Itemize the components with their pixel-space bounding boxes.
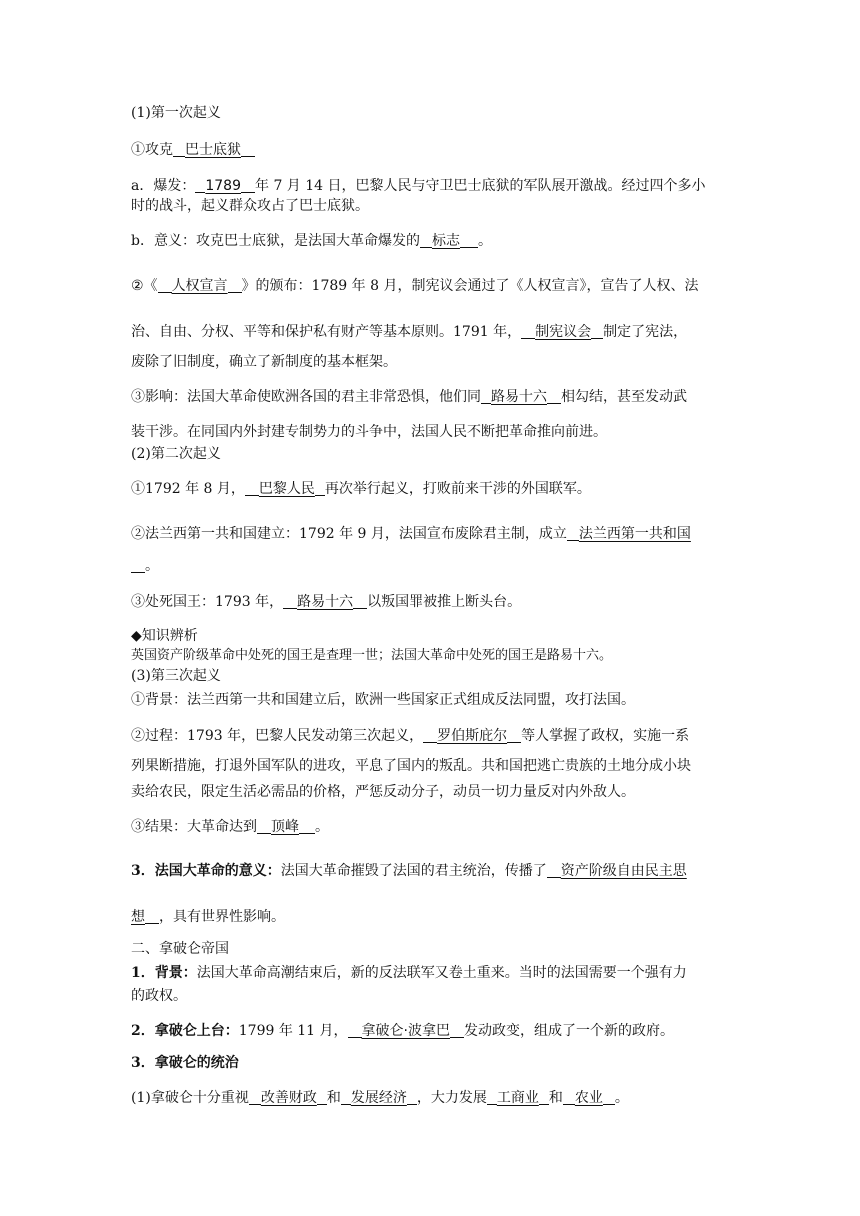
line-b — [131, 231, 492, 251]
blank-gap — [173, 141, 185, 157]
blank-gap — [195, 177, 205, 193]
answer-1789: 1789 — [205, 178, 241, 194]
line-declaration — [131, 276, 698, 296]
blank-gap — [603, 1089, 615, 1105]
answer-louis-xvi-executed: 路易十六 — [297, 594, 354, 610]
text: 制定了宪法， — [603, 324, 688, 340]
blank-gap — [423, 727, 437, 743]
heading-first-uprising — [131, 103, 221, 123]
heading-text: (2)第二次起义 — [131, 446, 221, 462]
text: ③结果：大革命达到 — [131, 819, 257, 835]
blank-gap — [317, 1089, 327, 1105]
text: 和 — [548, 1090, 563, 1106]
blank-gap — [487, 1089, 497, 1105]
text: 发动政变，组成了一个新的政府。 — [464, 1023, 674, 1039]
answer-paris-people: 巴黎人民 — [258, 481, 315, 497]
line-a-cont — [131, 196, 369, 216]
answer-constituent-assembly: 制宪议会 — [535, 324, 592, 340]
text: 等人掌握了政权，实施一系 — [521, 728, 690, 744]
blank-gap — [245, 480, 259, 496]
text: 英国资产阶级革命中处死的国王是查理一世；法国大革命中处死的国王是路易十六。 — [131, 648, 613, 663]
heading-third-uprising — [131, 666, 221, 686]
line-n1-cont — [131, 986, 187, 1006]
answer-industry-commerce: 工商业 — [496, 1090, 539, 1106]
blank-gap — [481, 388, 491, 404]
text: 的政权。 — [131, 988, 187, 1004]
text: 法国大革命高潮结束后，新的反法联军又卷土重来。当时的法国需要一个强有力 — [196, 965, 687, 981]
rise-label: 2．拿破仑上台： — [131, 1023, 239, 1039]
text: 。 — [315, 819, 329, 835]
blank-gap — [567, 525, 579, 541]
line-significance — [131, 861, 687, 881]
text: 装干涉。在同国内外封建专制势力的斗争中，法国人民不断把革命推向前进。 — [131, 424, 607, 440]
line-s2 — [131, 524, 691, 544]
text: 治、自由、分权、平等和保护私有财产等基本原则。1791 年， — [131, 324, 522, 340]
blank-gap — [591, 323, 603, 339]
blank-gap — [315, 480, 325, 496]
line-t2-cont — [131, 756, 691, 776]
blank-gap — [420, 232, 432, 248]
line-impact — [131, 387, 687, 407]
background-label: 1．背景： — [131, 965, 197, 981]
line-impact-cont — [131, 422, 607, 442]
text: ①1792 年 8 月， — [131, 481, 245, 497]
answer-bastille: 巴士底狱 — [185, 142, 241, 158]
text: ①背景：法兰西第一共和国建立后，欧洲一些国家正式组成反法同盟，攻打法国。 — [131, 692, 635, 708]
text: 再次举行起义，打败前来干涉的外国联军。 — [324, 481, 591, 497]
text: 时的战斗，起义群众攻占了巴士底狱。 — [131, 198, 369, 214]
answer-peak: 顶峰 — [271, 819, 299, 835]
blank-gap — [460, 232, 478, 248]
blank-gap — [547, 862, 561, 878]
text: b．意义：攻克巴士底狱，是法国大革命爆发的 — [131, 233, 420, 249]
text: 废除了旧制度，确立了新制度的基本框架。 — [131, 354, 397, 370]
answer-economy: 发展经济 — [350, 1090, 407, 1106]
line-n2 — [131, 1021, 674, 1041]
blank-gap — [283, 593, 297, 609]
line-s3 — [131, 592, 521, 612]
line-t3 — [131, 817, 329, 837]
blank-gap — [563, 1089, 575, 1105]
answer-louis-xvi: 路易十六 — [491, 389, 547, 405]
blank-gap — [249, 1089, 261, 1105]
knowledge-text — [131, 646, 612, 666]
blank-gap — [257, 818, 271, 834]
line-declaration-cont2 — [131, 352, 397, 372]
blank-gap — [507, 727, 521, 743]
blank-gap — [299, 818, 315, 834]
line-significance-cont — [131, 907, 285, 927]
heading-text: (3)第三次起义 — [131, 668, 221, 684]
line-declaration-cont — [131, 322, 687, 342]
answer-bourgeois-ideas-cont: 想 — [131, 909, 145, 925]
answer-robespierre: 罗伯斯庇尔 — [437, 728, 508, 744]
heading-text: 二、拿破仑帝国 — [131, 941, 229, 957]
text: a．爆发： — [131, 178, 196, 194]
answer-bourgeois-ideas: 资产阶级自由民主思 — [560, 863, 687, 879]
answer-agriculture: 农业 — [574, 1090, 603, 1106]
heading-napoleon-empire — [131, 939, 229, 959]
heading-second-uprising — [131, 444, 221, 464]
blank-gap — [353, 593, 367, 609]
text: ③影响：法国大革命使欧洲各国的君主非常恐惧，他们同 — [131, 389, 481, 405]
text: ②过程：1793 年，巴黎人民发动第三次起义， — [131, 728, 424, 744]
blank-gap — [521, 323, 535, 339]
text: 卖给农民，限定生活必需品的价格，严惩反动分子，动员一切力量反对内外敌人。 — [131, 784, 635, 800]
answer-first-republic: 法兰西第一共和国 — [578, 526, 691, 542]
blank-gap — [407, 1089, 417, 1105]
blank-gap — [241, 177, 255, 193]
text: 法国大革命摧毁了法国的君主统治，传播了 — [280, 863, 547, 879]
blank-gap — [158, 277, 172, 293]
blank-gap — [228, 277, 242, 293]
text: 》的颁布：1789 年 8 月，制宪议会通过了《人权宣言》，宣告了人权、法 — [241, 278, 699, 294]
text: ③处死国王：1793 年， — [131, 594, 284, 610]
text: 相勾结，甚至发动武 — [561, 389, 687, 405]
answer-napoleon: 拿破仑·波拿巴 — [361, 1023, 450, 1039]
knowledge-title — [131, 626, 198, 646]
text: ②法兰西第一共和国建立：1792 年 9 月，法国宣布废除君主制，成立 — [131, 526, 567, 542]
text: ◆知识辨析 — [131, 628, 198, 644]
blank-gap — [131, 557, 145, 573]
text: (1)拿破仑十分重视 — [131, 1090, 249, 1106]
text: 和 — [326, 1090, 341, 1106]
heading-text: (1)第一次起义 — [131, 105, 221, 121]
text: ，具有世界性影响。 — [159, 909, 285, 925]
blank-gap — [145, 908, 159, 924]
rule-label: 3．拿破仑的统治 — [131, 1055, 239, 1071]
text: ①攻克 — [131, 142, 173, 158]
blank-gap — [348, 1022, 362, 1038]
line-t1 — [131, 690, 635, 710]
text: 以叛国罪被推上断头台。 — [367, 594, 522, 610]
text: 。 — [477, 233, 492, 249]
blank-gap — [241, 141, 255, 157]
text: 1799 年 11 月， — [238, 1023, 348, 1039]
text: ，大力发展 — [416, 1090, 487, 1106]
blank-gap — [539, 1089, 549, 1105]
text: 年 7 月 14 日，巴黎人民与守卫巴士底狱的军队展开激战。经过四个多小 — [255, 178, 706, 194]
blank-gap — [547, 388, 561, 404]
blank-gap — [341, 1089, 351, 1105]
answer-sign: 标志 — [431, 233, 460, 249]
significance-label: 3．法国大革命的意义： — [131, 863, 281, 879]
line-s1 — [131, 479, 591, 499]
blank-gap — [450, 1022, 464, 1038]
answer-finance: 改善财政 — [260, 1090, 317, 1106]
line-bastille — [131, 140, 255, 160]
line-n3 — [131, 1053, 239, 1073]
text: 。 — [614, 1090, 629, 1106]
line-t2 — [131, 726, 689, 746]
line-n1 — [131, 963, 687, 983]
answer-declaration: 人权宣言 — [171, 278, 228, 294]
text: 。 — [145, 558, 159, 574]
line-s2-cont — [131, 556, 159, 576]
text: 列果断措施，打退外国军队的进攻，平息了国内的叛乱。共和国把逃亡贵族的土地分成小块 — [131, 758, 691, 774]
line-n4 — [131, 1088, 629, 1108]
line-t2-cont2 — [131, 782, 635, 802]
text: ②《 — [131, 278, 158, 294]
line-a — [131, 176, 706, 196]
